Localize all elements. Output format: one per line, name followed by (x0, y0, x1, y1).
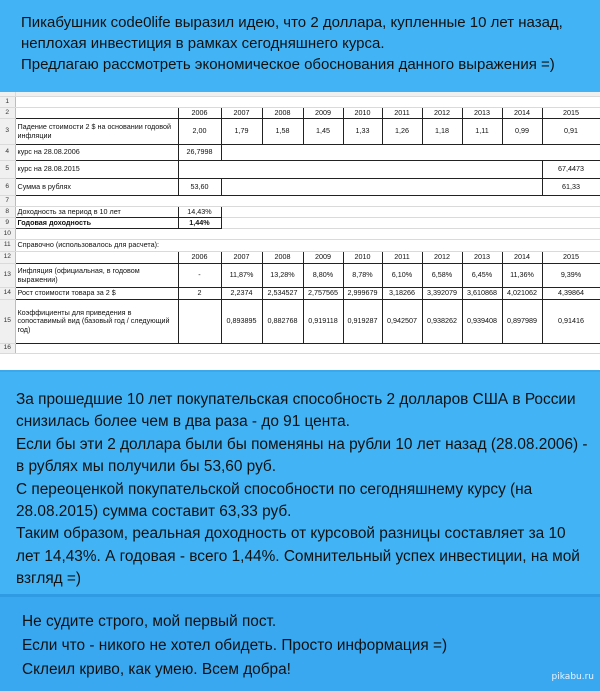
cell-value: 53,60 (178, 179, 221, 196)
cell-value: 3,610868 (462, 288, 502, 300)
cell-value (178, 300, 221, 344)
analysis-line: в рублях мы получили бы 53,60 руб. (16, 458, 277, 476)
year-header: 2013 (462, 108, 502, 119)
cell-value: 0,942507 (382, 300, 422, 344)
year-header: 2012 (422, 108, 462, 119)
row-number[interactable]: 14 (0, 288, 15, 300)
cell-value: 6,58% (422, 264, 462, 288)
year-header: 2007 (221, 252, 262, 264)
cell-value: 0,91416 (542, 300, 600, 344)
cell-value: 1,45 (303, 119, 343, 145)
row-number[interactable]: 4 (0, 145, 15, 161)
empty-row (15, 344, 600, 354)
analysis-panel (0, 370, 600, 594)
cell-value: 0,897989 (502, 300, 542, 344)
row-label: Доходность за период в 10 лет (15, 207, 178, 218)
spreadsheet-table (0, 92, 600, 354)
cell-value: 2,757565 (303, 288, 343, 300)
analysis-text (16, 389, 588, 591)
closing-text (22, 610, 582, 682)
spreadsheet (0, 92, 600, 370)
year-header: 2013 (462, 252, 502, 264)
cell-value: 0,882768 (262, 300, 303, 344)
year-header: 2008 (262, 252, 303, 264)
year-header: 2010 (343, 108, 382, 119)
intro-line: Предлагаю рассмотреть экономическое обоснования данного выражения =) (21, 56, 555, 73)
row-number[interactable]: 10 (0, 229, 15, 240)
row-number[interactable]: 1 (0, 97, 15, 108)
cell-value: 0,919118 (303, 300, 343, 344)
cell-value: 8,78% (343, 264, 382, 288)
cell-value: 9,39% (542, 264, 600, 288)
year-header: 2014 (502, 252, 542, 264)
row-number[interactable]: 15 (0, 300, 15, 344)
row-number[interactable]: 12 (0, 252, 15, 264)
cell-value: 1,58 (262, 119, 303, 145)
analysis-line: С переоценкой покупательской способности по сегодняшнему курсу (на (16, 480, 533, 498)
cell-value: 0,91 (542, 119, 600, 145)
analysis-line: Если бы эти 2 доллара были бы поменяны на рубли 10 лет назад (28.08.2006) - (16, 435, 588, 453)
row-label: курс на 28.08.2015 (15, 161, 178, 179)
empty-row (15, 229, 600, 240)
cell-value: 3,392079 (422, 288, 462, 300)
row-label: Инфляция (официальная, в годовом выражении) (15, 264, 178, 288)
analysis-line: За прошедшие 10 лет покупательская способность 2 долларов США в России (16, 391, 576, 408)
row-label: курс на 28.08.2006 (15, 145, 178, 161)
closing-line: Не судите строго, мой первый пост. (22, 613, 277, 630)
watermark: pikabu.ru (551, 672, 594, 682)
cell-value: 11,36% (502, 264, 542, 288)
year-header: 2012 (422, 252, 462, 264)
year-header: 2015 (542, 252, 600, 264)
cell-empty (15, 108, 178, 119)
analysis-line: снизилась более чем в два раза - до 91 цента. (16, 413, 350, 431)
cell-value: 0,893895 (221, 300, 262, 344)
cell-value: 0,939408 (462, 300, 502, 344)
cell-value: 67,4473 (542, 161, 600, 179)
year-header: 2009 (303, 252, 343, 264)
cell-value: 0,99 (502, 119, 542, 145)
row-number[interactable]: 11 (0, 240, 15, 252)
closing-line: Если что - никого не хотел обидеть. Просто информация =) (22, 637, 448, 654)
cell-value: 0,938262 (422, 300, 462, 344)
row-label: Падение стоимости 2 $ на основании годовой инфляции (15, 119, 178, 145)
row-label: Рост стоимости товара за 2 $ (15, 288, 178, 300)
row-number[interactable]: 16 (0, 344, 15, 354)
cell-value: 1,18 (422, 119, 462, 145)
cell-value: 11,87% (221, 264, 262, 288)
cell-value: 2,999679 (343, 288, 382, 300)
cell-empty (178, 161, 542, 179)
cell-value: 1,33 (343, 119, 382, 145)
intro-line: Пикабушник code0life выразил идею, что 2 доллара, купленные 10 лет назад, (21, 14, 563, 31)
row-number[interactable]: 9 (0, 218, 15, 229)
cell-value: 3,18266 (382, 288, 422, 300)
cell-value: 1,26 (382, 119, 422, 145)
cell-empty (15, 252, 178, 264)
analysis-line: взгляд =) (16, 570, 82, 588)
intro-line: неплохая инвестиция в рамках сегодняшнего курса. (21, 35, 385, 52)
row-number[interactable]: 13 (0, 264, 15, 288)
cell-value: 6,45% (462, 264, 502, 288)
cell-value: 4,39864 (542, 288, 600, 300)
closing-panel (0, 597, 600, 691)
cell-empty (221, 218, 600, 229)
cell-value: 2,2374 (221, 288, 262, 300)
cell-value: 8,80% (303, 264, 343, 288)
year-header: 2010 (343, 252, 382, 264)
intro-panel (0, 0, 600, 92)
analysis-line: Таким образом, реальная доходность от курсовой разницы составляет за 10 (16, 525, 566, 543)
year-header: 2006 (178, 108, 221, 119)
row-number[interactable]: 2 (0, 108, 15, 119)
row-number[interactable]: 7 (0, 196, 15, 207)
cell-empty (221, 207, 600, 218)
cell-value: 13,28% (262, 264, 303, 288)
year-header: 2008 (262, 108, 303, 119)
cell-value: 0,919287 (343, 300, 382, 344)
year-header: 2011 (382, 108, 422, 119)
year-header: 2011 (382, 252, 422, 264)
year-header: 2007 (221, 108, 262, 119)
year-header: 2009 (303, 108, 343, 119)
cell-value: 2 (178, 288, 221, 300)
year-header: 2014 (502, 108, 542, 119)
intro-text (21, 12, 591, 75)
row-number[interactable]: 3 (0, 119, 15, 145)
row-label: Годовая доходность (15, 218, 178, 229)
empty-row (15, 196, 600, 207)
cell-empty (221, 179, 542, 196)
row-label: Коэффициенты для приведения в сопоставимый вид (базовый год / следующий год) (15, 300, 178, 344)
row-number[interactable]: 5 (0, 161, 15, 179)
section-label: Справочно (использовалось для расчета): (15, 240, 600, 252)
cell-value: 26,7998 (178, 145, 221, 161)
analysis-line: лет 14,43%. А годовая - всего 1,44%. Сомнительный успех инвестиции, на мой (16, 547, 580, 565)
cell-value: 2,00 (178, 119, 221, 145)
cell-value: 14,43% (178, 207, 221, 218)
cell-value: 1,79 (221, 119, 262, 145)
row-number[interactable]: 6 (0, 179, 15, 196)
cell-value: 1,11 (462, 119, 502, 145)
closing-line: Склеил криво, как умею. Всем добра! (22, 661, 291, 678)
cell-value: 2,534527 (262, 288, 303, 300)
analysis-line: 28.08.2015) сумма составит 63,33 руб. (16, 503, 292, 521)
row-number[interactable]: 8 (0, 207, 15, 218)
cell-value: - (178, 264, 221, 288)
year-header: 2006 (178, 252, 221, 264)
cell-value: 61,33 (542, 179, 600, 196)
cell-value: 1,44% (178, 218, 221, 229)
cell-empty (221, 145, 600, 161)
year-header: 2015 (542, 108, 600, 119)
cell-value: 6,10% (382, 264, 422, 288)
empty-row (15, 97, 600, 108)
row-label: Сумма в рублях (15, 179, 178, 196)
cell-value: 4,021062 (502, 288, 542, 300)
